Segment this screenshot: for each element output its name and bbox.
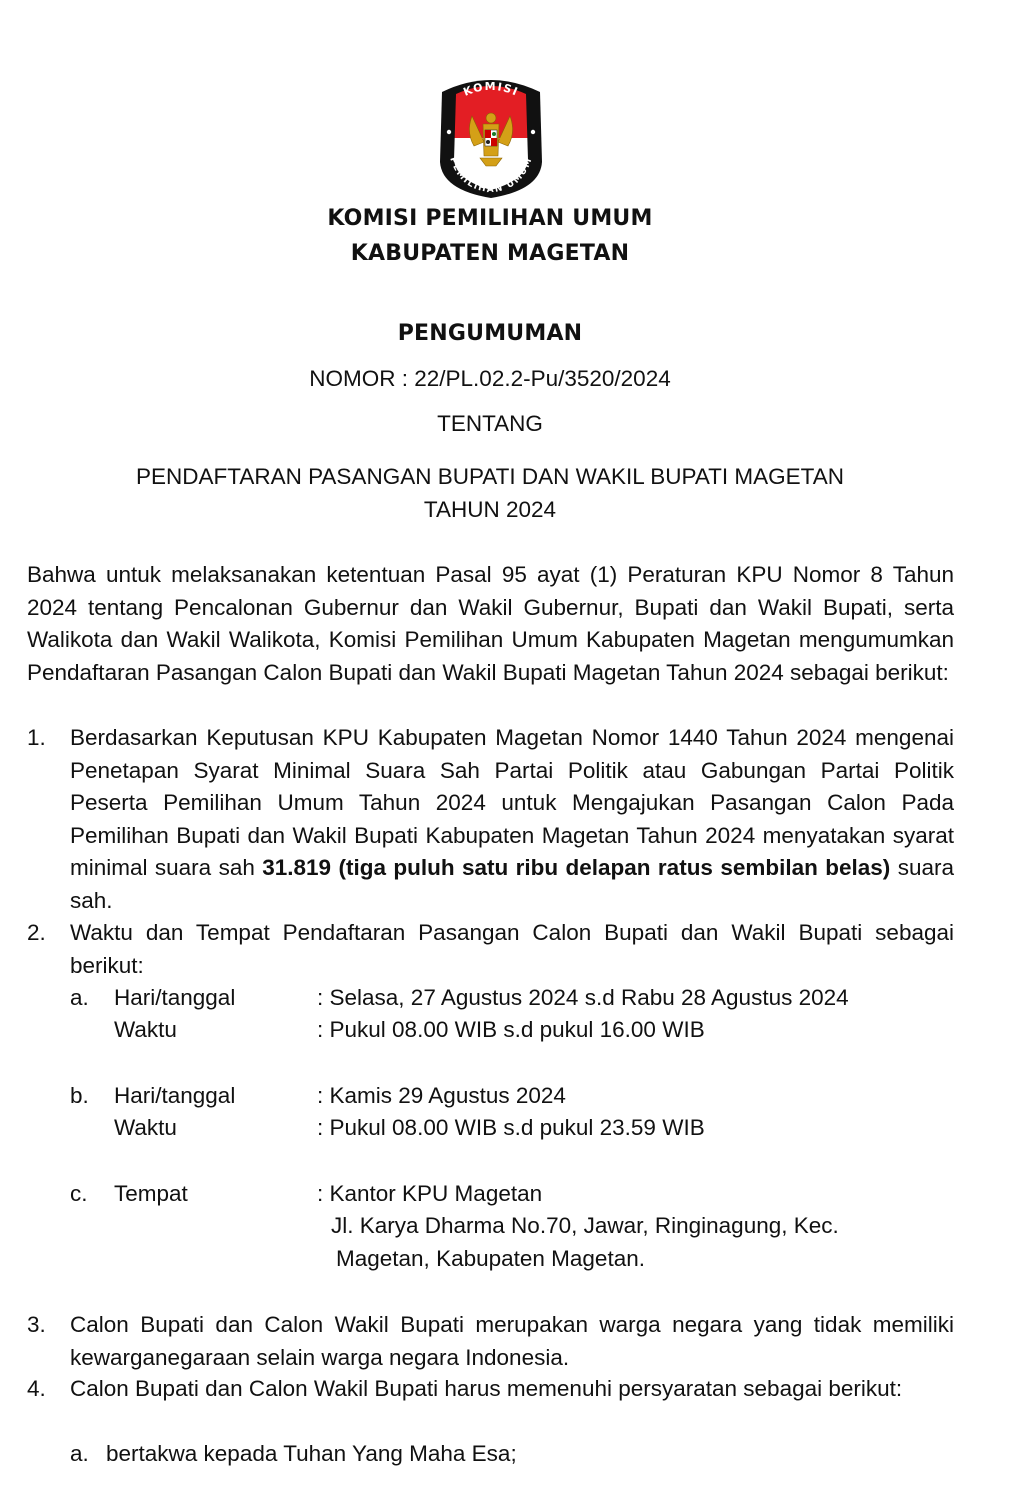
item-4-number: 4. [27,1376,46,1401]
item-2b-date-value: : Kamis 29 Agustus 2024 [317,1083,566,1108]
item-2a-date-label: Hari/tanggal [114,985,236,1010]
svg-text:KOMISI: KOMISI [461,79,521,99]
document-about: TENTANG [437,411,543,436]
item-2a-letter: a. [70,985,89,1010]
item-1-number: 1. [27,725,46,750]
item-2-number: 2. [27,920,46,945]
document-subject-line1: PENDAFTARAN PASANGAN BUPATI DAN WAKIL BUPATI MAGETAN [135,464,844,489]
item-2c-place-label: Tempat [114,1181,188,1206]
kpu-emblem-icon [436,72,546,198]
org-name-line2: KABUPATEN MAGETAN [350,241,630,266]
item-3-text: Calon Bupati dan Calon Wakil Bupati merupakan warga negara yang tidak memiliki kewarganegaraan selain warga negara Indonesia. [70,1312,954,1370]
kpu-logo [436,72,546,198]
item-2c-address-line2: Magetan, Kabupaten Magetan. [336,1246,645,1271]
item-2a-date-value: : Selasa, 27 Agustus 2024 s.d Rabu 28 Agustus 2024 [317,985,849,1010]
item-3-number: 3. [27,1312,46,1337]
item-2a-time-value: : Pukul 08.00 WIB s.d pukul 16.00 WIB [317,1017,705,1042]
item-2c-place-value: : Kantor KPU Magetan [317,1181,543,1206]
item-2a-time-label: Waktu [114,1017,177,1042]
item-2b-letter: b. [70,1083,89,1108]
intro-paragraph: Bahwa untuk melaksanakan ketentuan Pasal 95 ayat (1) Peraturan KPU Nomor 8 Tahun 2024 tentang Pencalonan Gubernur dan Wakil Gubernur, Bupati dan Wakil Bupati, serta Walikota dan Wakil Walikota, Komisi Pemilihan Umum Kabupaten Magetan mengumumkan Pendaftaran Pasangan Calon Bupati dan Wakil Bupati Magetan Tahun 2024 sebagai berikut: [27,562,954,685]
item-1-text: Berdasarkan Keputusan KPU Kabupaten Magetan Nomor 1440 Tahun 2024 mengenai Penetapan Syarat Minimal Suara Sah Partai Politik atau Gabungan Partai Politik Peserta Pemilihan Umum Tahun 2024 untuk Mengajukan Pasangan Calon Pada Pemilihan Bupati dan Wakil Bupati Kabupaten Magetan Tahun 2024 menyatakan syarat minimal suara sah 31.819 (tiga puluh satu ribu delapan ratus sembilan belas) suara sah. [70,725,954,913]
item-2b-time-label: Waktu [114,1115,177,1140]
item-4a-text: bertakwa kepada Tuhan Yang Maha Esa; [106,1441,517,1466]
item-2c-address-line1: Jl. Karya Dharma No.70, Jawar, Ringinagung, Kec. [331,1213,839,1238]
item-2-text: Waktu dan Tempat Pendaftaran Pasangan Calon Bupati dan Wakil Bupati sebagai berikut: [70,920,954,978]
item-2b-date-label: Hari/tanggal [114,1083,236,1108]
svg-text:PEMILIHAN UMUM: PEMILIHAN UMUM [447,155,535,196]
item-2c-letter: c. [70,1181,88,1206]
item-4-text: Calon Bupati dan Calon Wakil Bupati harus memenuhi persyaratan sebagai berikut: [70,1376,903,1401]
document-heading: PENGUMUMAN [397,321,583,346]
minimum-votes-bold: 31.819 (tiga puluh satu ribu delapan ratus sembilan belas) [262,855,891,880]
document-subject-line2: TAHUN 2024 [423,497,557,522]
item-2b-time-value: : Pukul 08.00 WIB s.d pukul 23.59 WIB [317,1115,705,1140]
org-name-line1: KOMISI PEMILIHAN UMUM [327,206,653,231]
document-number: NOMOR : 22/PL.02.2-Pu/3520/2024 [309,366,671,391]
item-4a-letter: a. [70,1441,89,1466]
